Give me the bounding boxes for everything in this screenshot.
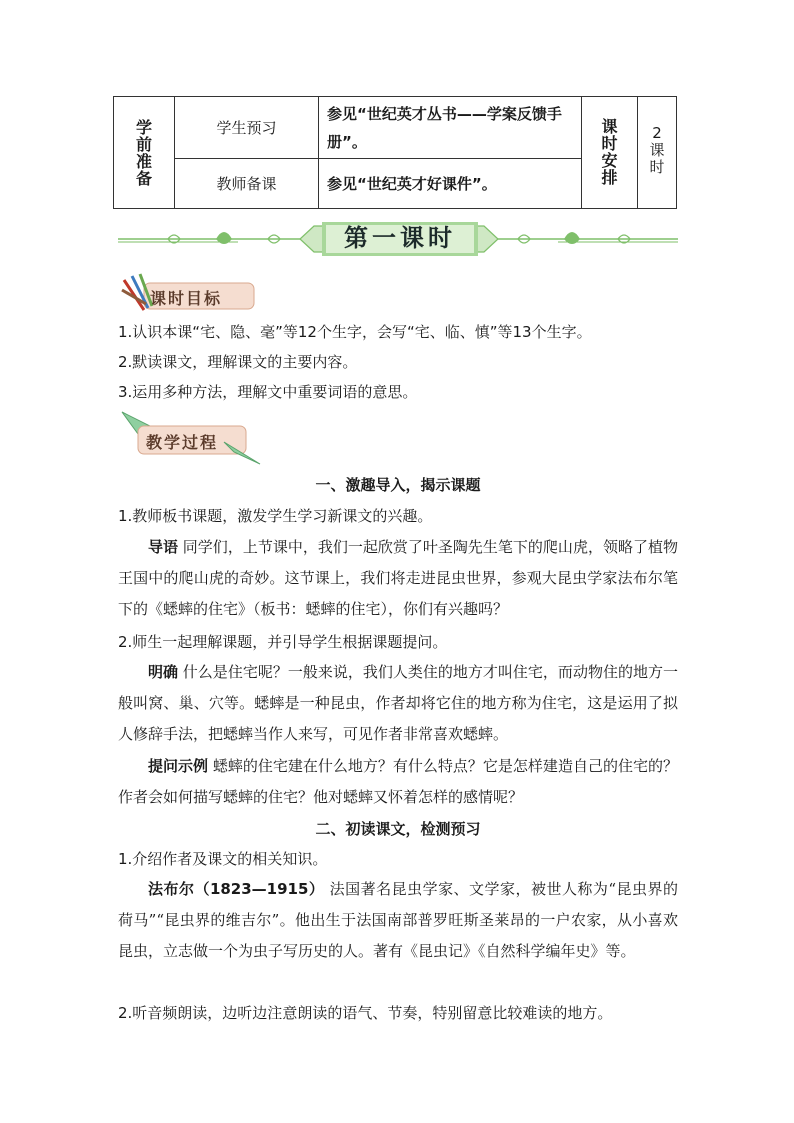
example-text: 蟋蟀的住宅建在什么地方？有什么特点？它是怎样建造自己的住宅的？作者会如何描写蟋蟀的住宅？他对蟋蟀又怀着怎样的感情呢？ [118, 757, 678, 806]
hours-cell [638, 97, 677, 209]
goal-item-2: 2.默读课文，理解课文的主要内容。 [118, 353, 358, 371]
schedule-label-cell [582, 97, 638, 209]
schedule-label: 课时安排 [601, 117, 618, 187]
example-label: 提问示例 [148, 757, 209, 775]
author-text: 法国著名昆虫学家、文学家，被世人称为“昆虫界的荷马”“昆虫界的维吉尔”。他出生于法国南部普罗旺斯圣莱昂的一户农家，从小喜欢昆虫，立志做一个为虫子写历史的人。著有《昆虫记》《自然科学编年史》等。 [118, 880, 678, 960]
prep-row-label-student: 学生预习 [175, 97, 319, 159]
clarify-text: 什么是住宅呢？一般来说，我们人类住的地方才叫住宅，而动物住的地方一般叫窝、巢、穴等。蟋蟀是一种昆虫，作者却将它住的地方称为住宅，这是运用了拟人修辞手法，把蟋蟀当作人来写，可见作者非常喜欢蟋蟀。 [118, 663, 678, 743]
process-title: 教学过程 [146, 433, 219, 452]
prep-row-content-student: 参见“世纪英才丛书——学案反馈手册”。 [319, 97, 582, 159]
prep-row-content-teacher: 参见“世纪英才好课件”。 [319, 159, 582, 209]
example-paragraph [118, 751, 678, 813]
prep-section-label: 学前准备 [135, 117, 152, 188]
section1-heading: 一、激趣导入，揭示课题 [315, 476, 481, 494]
author-label: 法布尔（1823—1915） [148, 880, 325, 898]
prep-section-label-cell [114, 97, 175, 209]
clarify-label: 明确 [148, 663, 179, 681]
author-paragraph [118, 874, 678, 967]
section2-step1: 1.介绍作者及课文的相关知识。 [118, 850, 328, 868]
prep-table [113, 96, 677, 209]
intro-paragraph [118, 532, 678, 625]
section1-step2: 2.师生一起理解课题，并引导学生根据课题提问。 [118, 633, 448, 651]
goals-title: 课时目标 [150, 289, 223, 308]
hours-value: 2课时 [649, 124, 665, 176]
lesson-banner [118, 218, 678, 260]
goal-item-3: 3.运用多种方法，理解文中重要词语的意思。 [118, 383, 418, 401]
goal-item-1: 1.认识本课“宅、隐、毫”等12个生字，会写“宅、临、慎”等13个生字。 [118, 323, 592, 341]
intro-label: 导语 [148, 538, 179, 556]
section2-step2: 2.听音频朗读，边听边注意朗读的语气、节奏，特别留意比较难读的地方。 [118, 1004, 613, 1022]
section2-heading: 二、初读课文，检测预习 [315, 820, 481, 838]
clarify-paragraph [118, 657, 678, 750]
banner-title: 第一课时 [344, 224, 456, 252]
intro-text: 同学们，上节课中，我们一起欣赏了叶圣陶先生笔下的爬山虎，领略了植物王国中的爬山虎的奇妙。这节课上，我们将走进昆虫世界，参观大昆虫学家法布尔笔下的《蟋蟀的住宅》（板书：蟋蟀的住宅），你们有兴趣吗？ [118, 538, 678, 618]
prep-row-label-teacher: 教师备课 [175, 159, 319, 209]
section1-step1: 1.教师板书课题，激发学生学习新课文的兴趣。 [118, 507, 433, 525]
